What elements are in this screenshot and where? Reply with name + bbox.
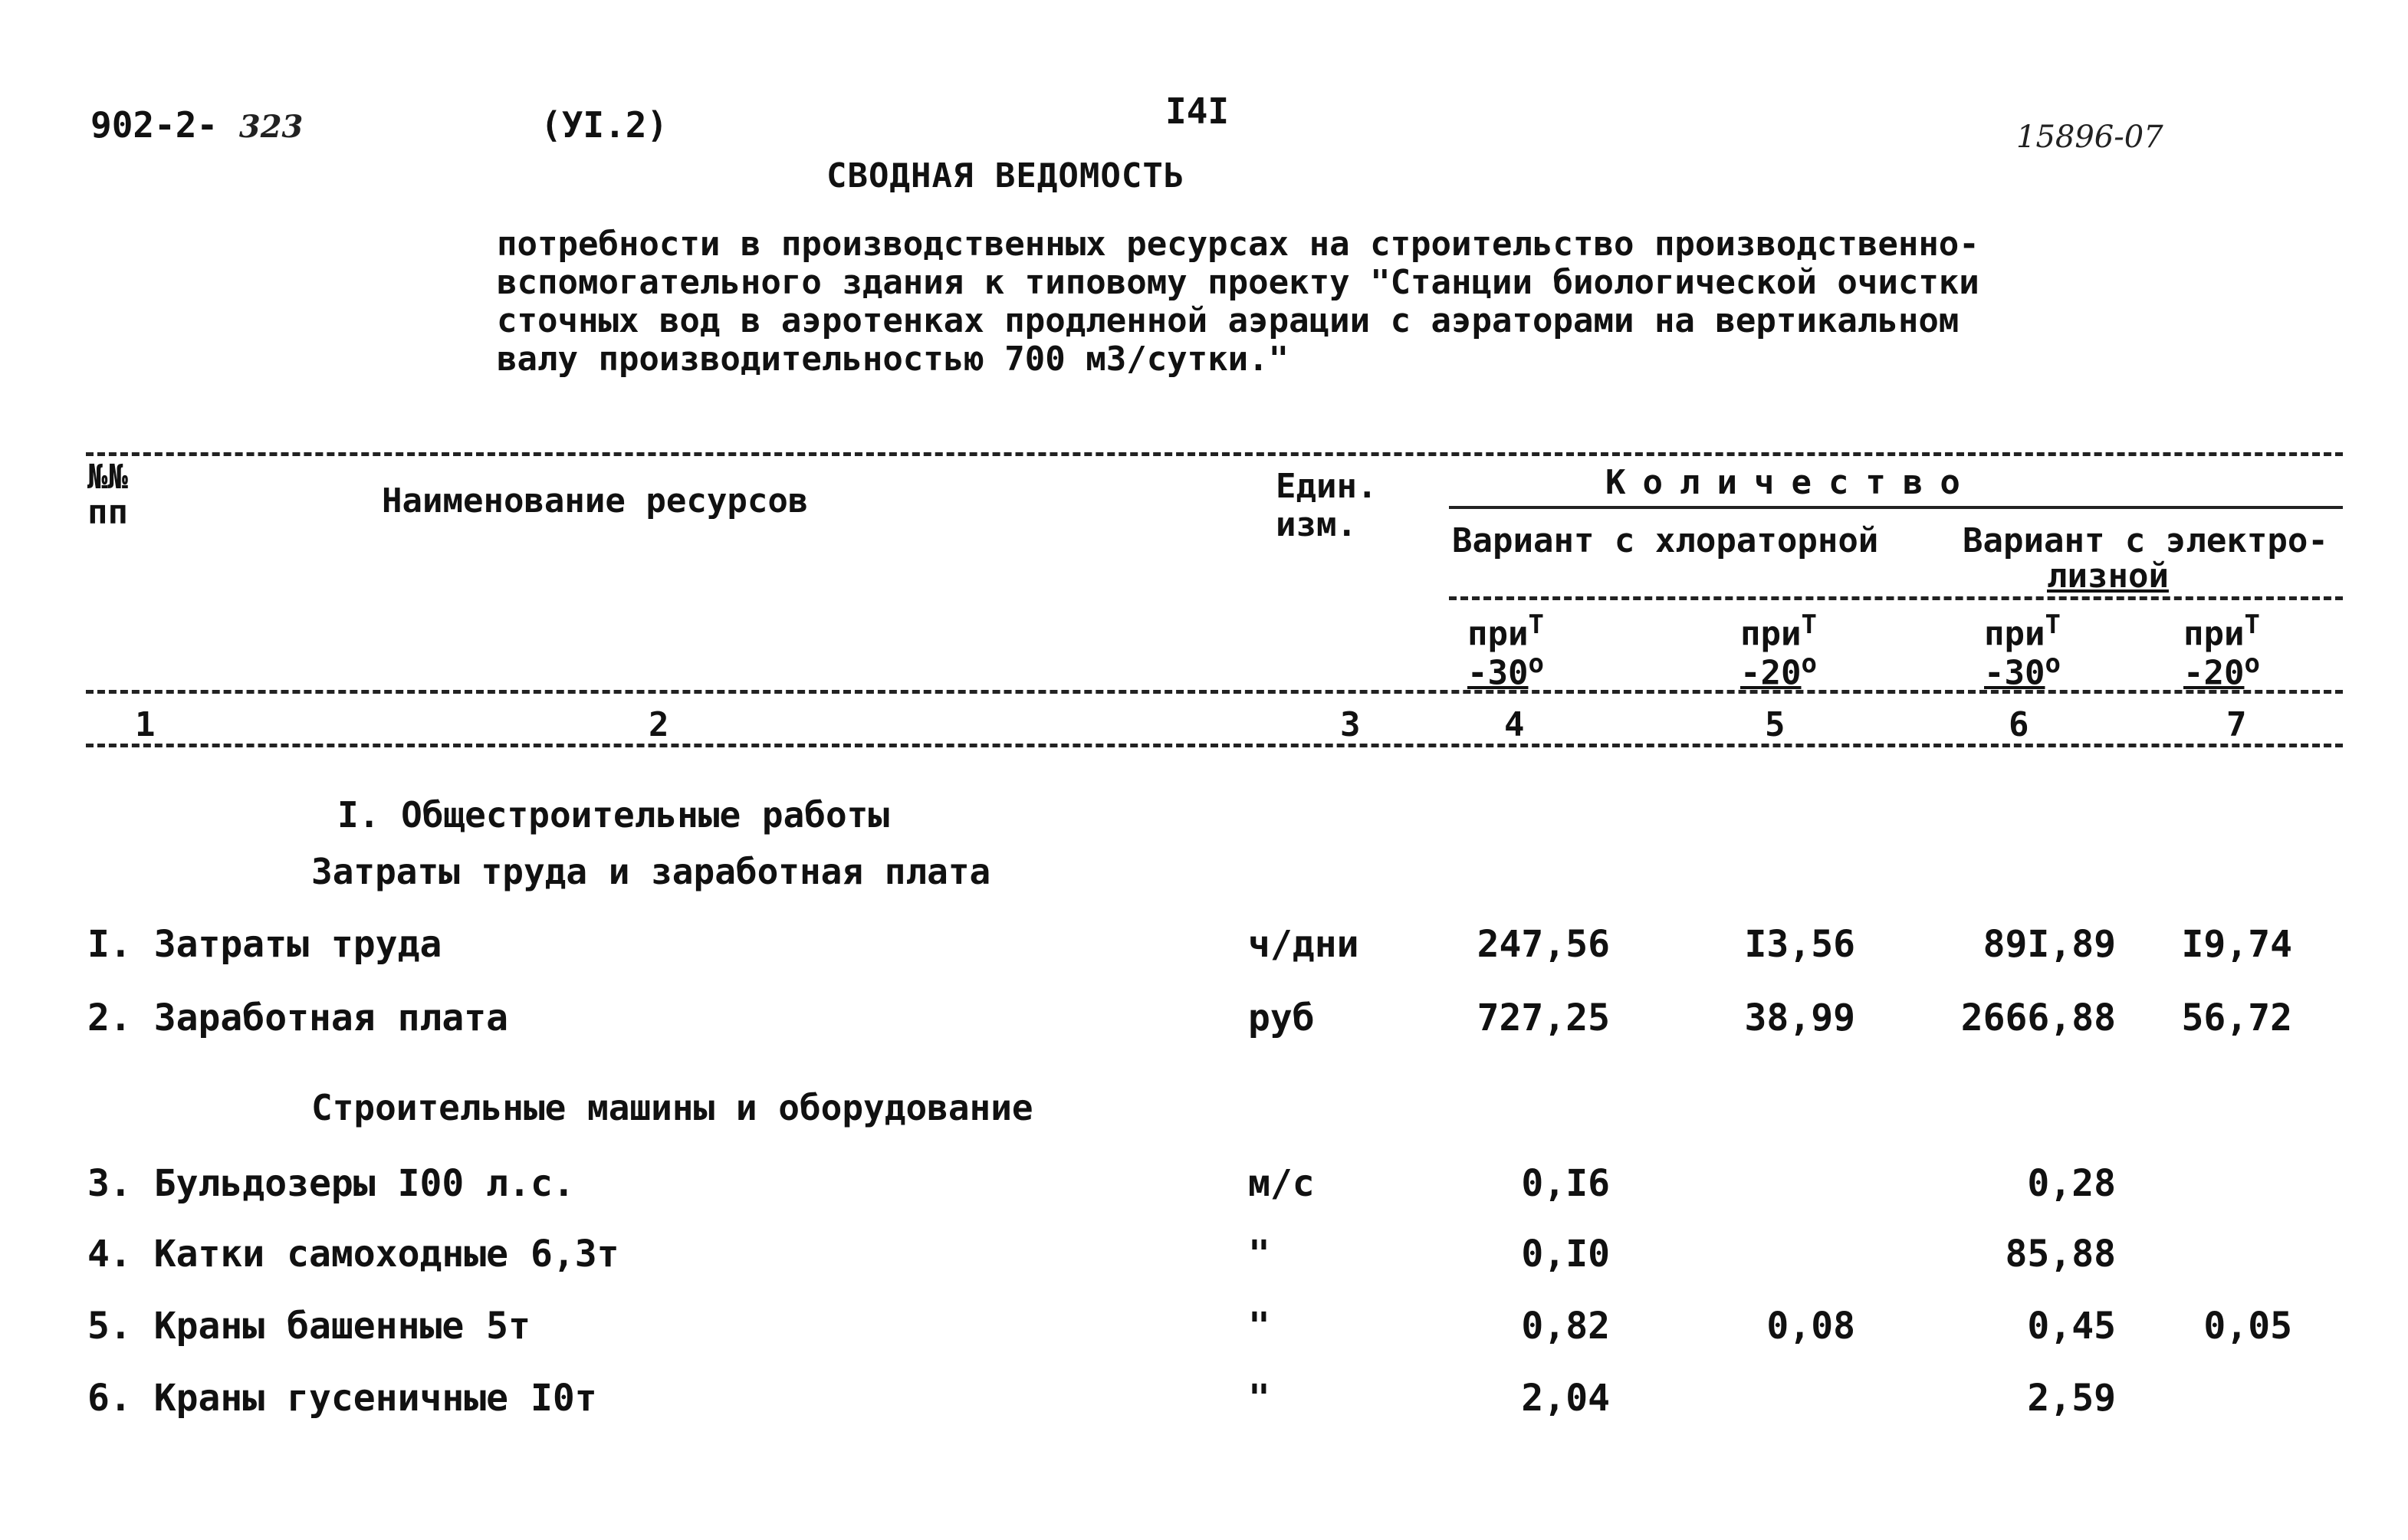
row-value-v1: 727,25 bbox=[1477, 997, 1610, 1039]
row-value-v1: 2,04 bbox=[1521, 1377, 1610, 1420]
row-name: 2. Заработная плата bbox=[87, 997, 509, 1039]
row-value-v1: 0,I6 bbox=[1521, 1162, 1610, 1205]
col-number: 6 bbox=[2009, 705, 2029, 744]
row-value-v1: 0,82 bbox=[1521, 1305, 1610, 1348]
row-value-v1: 247,56 bbox=[1477, 923, 1610, 966]
series-handwritten: 323 bbox=[238, 109, 304, 145]
col-header-quantity: Количество bbox=[1605, 463, 1977, 502]
row-value-v2: 0,08 bbox=[1766, 1305, 1855, 1348]
row-name: 3. Бульдозеры I00 л.с. bbox=[87, 1162, 575, 1205]
row-name: I. Затраты труда bbox=[87, 923, 442, 966]
row-value-v2: I3,56 bbox=[1744, 923, 1855, 966]
col-header-name: Наименование ресурсов bbox=[382, 481, 809, 520]
col-header-temp-4: при$^T$ $-20^о$ bbox=[2183, 609, 2260, 693]
col-numbers-rule bbox=[86, 744, 2343, 747]
series-code bbox=[90, 104, 303, 146]
row-unit: " bbox=[1248, 1377, 1270, 1420]
series-prefix: 902-2- bbox=[90, 104, 218, 146]
col-header-temp-3: при$^T$ $-30^о$ bbox=[1984, 609, 2061, 693]
col-number: 2 bbox=[649, 705, 669, 744]
col-number: 5 bbox=[1765, 705, 1785, 744]
page-number: I4I bbox=[1165, 90, 1230, 132]
section-title-labor: Затраты труда и заработная плата bbox=[311, 851, 991, 892]
row-unit: м/с bbox=[1248, 1162, 1315, 1205]
row-value-v3: 2,59 bbox=[2027, 1377, 2116, 1420]
col-number: 7 bbox=[2226, 705, 2247, 744]
col-header-unit: Един. изм. bbox=[1276, 467, 1378, 544]
page-title: СВОДНАЯ ВЕДОМОСТЬ bbox=[826, 156, 1185, 195]
row-name: 5. Краны башенные 5т bbox=[87, 1305, 531, 1348]
row-value-v3: 0,28 bbox=[2027, 1162, 2116, 1205]
row-unit: руб bbox=[1248, 997, 1315, 1039]
variant-rule bbox=[1449, 596, 2343, 600]
row-unit: ч/дни bbox=[1248, 923, 1359, 966]
section-title-general: I. Общестроительные работы bbox=[337, 794, 890, 836]
row-value-v2: 38,99 bbox=[1744, 997, 1855, 1039]
subtitle-line: потребности в производственных ресурсах на строительство производственно- bbox=[497, 225, 1979, 264]
col-header-temp-2: при$^T$ $-20^о$ bbox=[1740, 609, 1817, 693]
subtitle-line: валу производительностью 700 м3/сутки." bbox=[497, 340, 1289, 379]
col-header-variant-electrolysis-line2: лизной bbox=[2047, 557, 2169, 596]
doc-code-handwritten: 15896-07 bbox=[2016, 120, 2163, 155]
col-header-number: №№ пп bbox=[87, 458, 128, 532]
col-number: 1 bbox=[135, 705, 156, 744]
row-value-v3: 89I,89 bbox=[1983, 923, 2116, 966]
row-name: 6. Краны гусеничные I0т bbox=[87, 1377, 597, 1420]
subtitle-line: вспомогательного здания к типовому проекту "Станции биологической очистки bbox=[497, 263, 1979, 302]
row-value-v3: 85,88 bbox=[2005, 1233, 2116, 1276]
row-value-v1: 0,I0 bbox=[1521, 1233, 1610, 1276]
col-number: 4 bbox=[1504, 705, 1525, 744]
row-name: 4. Катки самоходные 6,3т bbox=[87, 1233, 619, 1276]
row-unit: " bbox=[1248, 1233, 1270, 1276]
col-number: 3 bbox=[1340, 705, 1361, 744]
row-value-v3: 0,45 bbox=[2027, 1305, 2116, 1348]
col-header-temp-1: при$^T$ $-30^о$ bbox=[1467, 609, 1544, 693]
quantity-underline bbox=[1449, 506, 2343, 509]
row-value-v4: 0,05 bbox=[2203, 1305, 2292, 1348]
row-unit: " bbox=[1248, 1305, 1270, 1348]
row-value-v4: 56,72 bbox=[2181, 997, 2292, 1039]
row-value-v3: 2666,88 bbox=[1960, 997, 2116, 1039]
col-header-variant-chlorine: Вариант с хлораторной bbox=[1452, 521, 1879, 560]
section-title-machines: Строительные машины и оборудование bbox=[311, 1087, 1033, 1128]
row-value-v4: I9,74 bbox=[2181, 923, 2292, 966]
subtitle bbox=[497, 225, 1979, 379]
table-top-rule bbox=[86, 452, 2343, 456]
album-code: (УI.2) bbox=[540, 104, 669, 146]
subtitle-line: сточных вод в аэротенках продленной аэрации с аэраторами на вертикальном bbox=[497, 301, 1960, 340]
col-header-variant-electrolysis: Вариант с электро- bbox=[1963, 521, 2328, 560]
